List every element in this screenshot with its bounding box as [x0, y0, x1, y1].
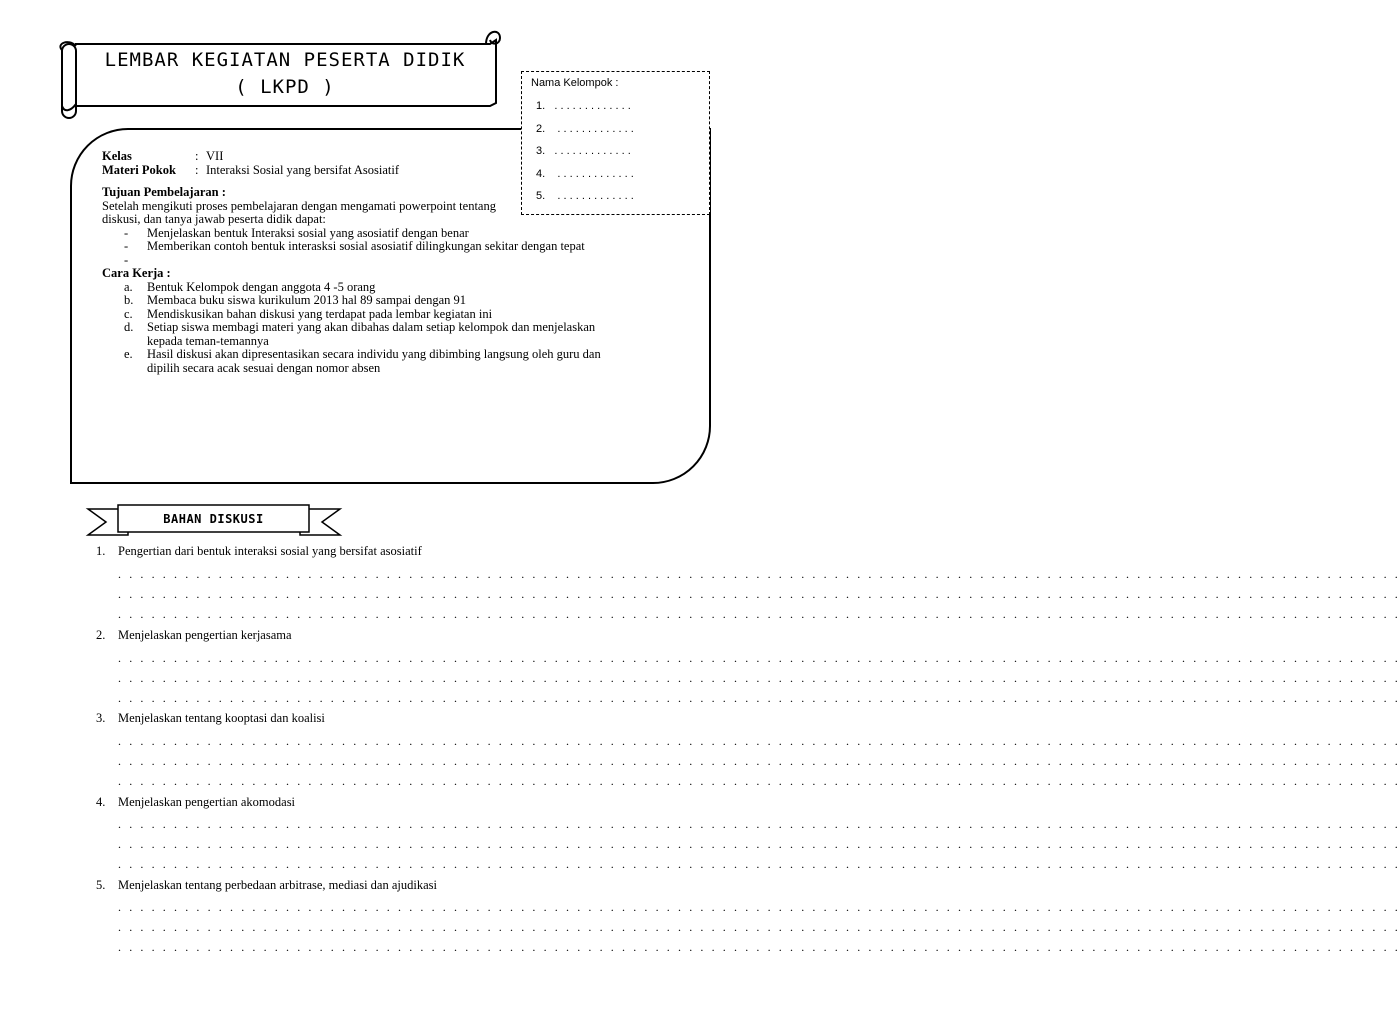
answer-line[interactable]: . . . . . . . . . . . . . . . . . . . . . . . . . . . . . . . . . . . . . . . . . . . . . . . . . . . . . . . . . . . . . . . . . . . . . . . . . . . . . . . . . . . . . . . . . . . . . . . . . . . . . . . . . . . . . . . . . . . [118, 734, 1400, 748]
cara-kerja-text: Setiap siswa membagi materi yang akan dibahas dalam setiap kelompok dan menjelaskan [147, 320, 596, 334]
kelas-label: Kelas [102, 149, 132, 163]
page-subtitle: ( LKPD ) [235, 76, 335, 98]
question-number: 3. [96, 711, 106, 725]
answer-line[interactable]: . . . . . . . . . . . . . . . . . . . . . . . . . . . . . . . . . . . . . . . . . . . . . . . . . . . . . . . . . . . . . . . . . . . . . . . . . . . . . . . . . . . . . . . . . . . . . . . . . . . . . . . . . . . . . . . . . . . [118, 567, 1400, 581]
tujuan-item [102, 254, 702, 268]
answer-line[interactable]: . . . . . . . . . . . . . . . . . . . . . . . . . . . . . . . . . . . . . . . . . . . . . . . . . . . . . . . . . . . . . . . . . . . . . . . . . . . . . . . . . . . . . . . . . . . . . . . . . . . . . . . . . . . . . . . . . . . [118, 900, 1400, 914]
info-content [102, 150, 702, 375]
title-scroll [60, 32, 500, 118]
answer-line[interactable]: . . . . . . . . . . . . . . . . . . . . . . . . . . . . . . . . . . . . . . . . . . . . . . . . . . . . . . . . . . . . . . . . . . . . . . . . . . . . . . . . . . . . . . . . . . . . . . . . . . . . . . . . . . . . . . . . . . . [118, 857, 1400, 871]
tujuan-dash: - [124, 239, 129, 253]
question-text: Menjelaskan pengertian kerjasama [118, 628, 292, 642]
cara-kerja-item-cont [102, 335, 702, 349]
cara-kerja-text: Hasil diskusi akan dipresentasikan secara individu yang dibimbing langsung oleh guru dan [147, 347, 601, 361]
cara-kerja-text: kepada teman-temannya [147, 333, 269, 348]
cara-kerja-text: Mendiskusikan bahan diskusi yang terdapat pada lembar kegiatan ini [147, 306, 493, 321]
cara-kerja-item [102, 281, 702, 295]
tujuan-item-text: Menjelaskan bentuk Interaksi sosial yang asosiatif dengan benar [147, 225, 469, 240]
answer-line[interactable]: . . . . . . . . . . . . . . . . . . . . . . . . . . . . . . . . . . . . . . . . . . . . . . . . . . . . . . . . . . . . . . . . . . . . . . . . . . . . . . . . . . . . . . . . . . . . . . . . . . . . . . . . . . . . . . . . . . . [118, 587, 1400, 601]
answer-line[interactable]: . . . . . . . . . . . . . . . . . . . . . . . . . . . . . . . . . . . . . . . . . . . . . . . . . . . . . . . . . . . . . . . . . . . . . . . . . . . . . . . . . . . . . . . . . . . . . . . . . . . . . . . . . . . . . . . . . . . [118, 817, 1400, 831]
cara-kerja-marker: b. [124, 293, 134, 307]
materi-value: Interaksi Sosial yang bersifat Asosiatif [206, 162, 400, 177]
cara-kerja-marker: d. [124, 320, 134, 334]
cara-kerja-marker: a. [124, 279, 133, 294]
cara-kerja-text: Membaca buku siswa kurikulum 2013 hal 89 sampai dengan 91 [147, 293, 467, 307]
kelas-colon: : [195, 149, 199, 163]
answer-line[interactable]: . . . . . . . . . . . . . . . . . . . . . . . . . . . . . . . . . . . . . . . . . . . . . . . . . . . . . . . . . . . . . . . . . . . . . . . . . . . . . . . . . . . . . . . . . . . . . . . . . . . . . . . . . . . . . . . . . . . [118, 754, 1400, 768]
question-text: Menjelaskan tentang kooptasi dan koalisi [118, 711, 325, 725]
question-number: 1. [96, 544, 106, 558]
page-title: LEMBAR KEGIATAN PESERTA DIDIK [104, 49, 466, 71]
cara-kerja-text: dipilih secara acak sesuai dengan nomor absen [147, 360, 381, 375]
tujuan-intro-line-1: Setelah mengikuti proses pembelajaran dengan mengamati powerpoint tentang [102, 198, 496, 213]
materi-row [102, 164, 702, 178]
materi-label: Materi Pokok [102, 162, 176, 177]
tujuan-item [102, 227, 702, 241]
answer-line[interactable]: . . . . . . . . . . . . . . . . . . . . . . . . . . . . . . . . . . . . . . . . . . . . . . . . . . . . . . . . . . . . . . . . . . . . . . . . . . . . . . . . . . . . . . . . . . . . . . . . . . . . . . . . . . . . . . . . . . . [118, 920, 1400, 934]
cara-kerja-item-cont [102, 362, 702, 376]
cara-kerja-item [102, 321, 702, 335]
kelas-row [102, 150, 702, 164]
tujuan-item-text: Memberikan contoh bentuk interasksi sosial asosiatif dilingkungan sekitar dengan tepat [147, 239, 585, 253]
cara-kerja-marker: e. [124, 347, 133, 361]
answer-line[interactable]: . . . . . . . . . . . . . . . . . . . . . . . . . . . . . . . . . . . . . . . . . . . . . . . . . . . . . . . . . . . . . . . . . . . . . . . . . . . . . . . . . . . . . . . . . . . . . . . . . . . . . . . . . . . . . . . . . . . [118, 837, 1400, 851]
answer-line[interactable]: . . . . . . . . . . . . . . . . . . . . . . . . . . . . . . . . . . . . . . . . . . . . . . . . . . . . . . . . . . . . . . . . . . . . . . . . . . . . . . . . . . . . . . . . . . . . . . . . . . . . . . . . . . . . . . . . . . . [118, 691, 1400, 705]
materi-colon: : [195, 162, 199, 177]
cara-kerja-item [102, 294, 702, 308]
group-member-4: 4. . . . . . . . . . . . . . [536, 168, 634, 180]
group-member-5: 5. . . . . . . . . . . . . . [536, 190, 634, 202]
group-member-2: 2. . . . . . . . . . . . . . [536, 123, 634, 135]
question-text: Pengertian dari bentuk interaksi sosial yang bersifat asosiatif [118, 544, 422, 558]
group-member-3: 3. . . . . . . . . . . . . . [536, 145, 631, 157]
bahan-diskusi-label: BAHAN DISKUSI [163, 512, 264, 526]
tujuan-item [102, 240, 702, 254]
question-text: Menjelaskan tentang perbedaan arbitrase, mediasi dan ajudikasi [118, 878, 437, 892]
tujuan-dash: - [124, 225, 129, 240]
answer-line[interactable]: . . . . . . . . . . . . . . . . . . . . . . . . . . . . . . . . . . . . . . . . . . . . . . . . . . . . . . . . . . . . . . . . . . . . . . . . . . . . . . . . . . . . . . . . . . . . . . . . . . . . . . . . . . . . . . . . . . . [118, 607, 1400, 621]
tujuan-dash: - [124, 252, 129, 267]
question-number: 2. [96, 628, 106, 642]
question-text: Menjelaskan pengertian akomodasi [118, 795, 296, 809]
answer-line[interactable]: . . . . . . . . . . . . . . . . . . . . . . . . . . . . . . . . . . . . . . . . . . . . . . . . . . . . . . . . . . . . . . . . . . . . . . . . . . . . . . . . . . . . . . . . . . . . . . . . . . . . . . . . . . . . . . . . . . . [118, 651, 1400, 665]
cara-kerja-marker: c. [124, 306, 133, 321]
tujuan-intro-line-2: diskusi, dan tanya jawab peserta didik dapat: [102, 212, 326, 226]
cara-kerja-text: Bentuk Kelompok dengan anggota 4 -5 orang [147, 279, 376, 294]
question-number: 4. [96, 795, 106, 809]
cara-kerja-title: Cara Kerja : [102, 266, 171, 280]
kelas-value: VII [206, 149, 224, 163]
group-member-1: 1. . . . . . . . . . . . . . [536, 100, 631, 112]
answer-line[interactable]: . . . . . . . . . . . . . . . . . . . . . . . . . . . . . . . . . . . . . . . . . . . . . . . . . . . . . . . . . . . . . . . . . . . . . . . . . . . . . . . . . . . . . . . . . . . . . . . . . . . . . . . . . . . . . . . . . . . [118, 774, 1400, 788]
group-title: Nama Kelompok : [531, 77, 619, 89]
cara-kerja-item [102, 348, 702, 362]
cara-kerja-item [102, 308, 702, 322]
tujuan-title: Tujuan Pembelajaran : [102, 185, 226, 199]
question-number: 5. [96, 878, 106, 892]
answer-line[interactable]: . . . . . . . . . . . . . . . . . . . . . . . . . . . . . . . . . . . . . . . . . . . . . . . . . . . . . . . . . . . . . . . . . . . . . . . . . . . . . . . . . . . . . . . . . . . . . . . . . . . . . . . . . . . . . . . . . . . [118, 671, 1400, 685]
answer-line[interactable]: . . . . . . . . . . . . . . . . . . . . . . . . . . . . . . . . . . . . . . . . . . . . . . . . . . . . . . . . . . . . . . . . . . . . . . . . . . . . . . . . . . . . . . . . . . . . . . . . . . . . . . . . . . . . . . . . . . . [118, 940, 1400, 954]
